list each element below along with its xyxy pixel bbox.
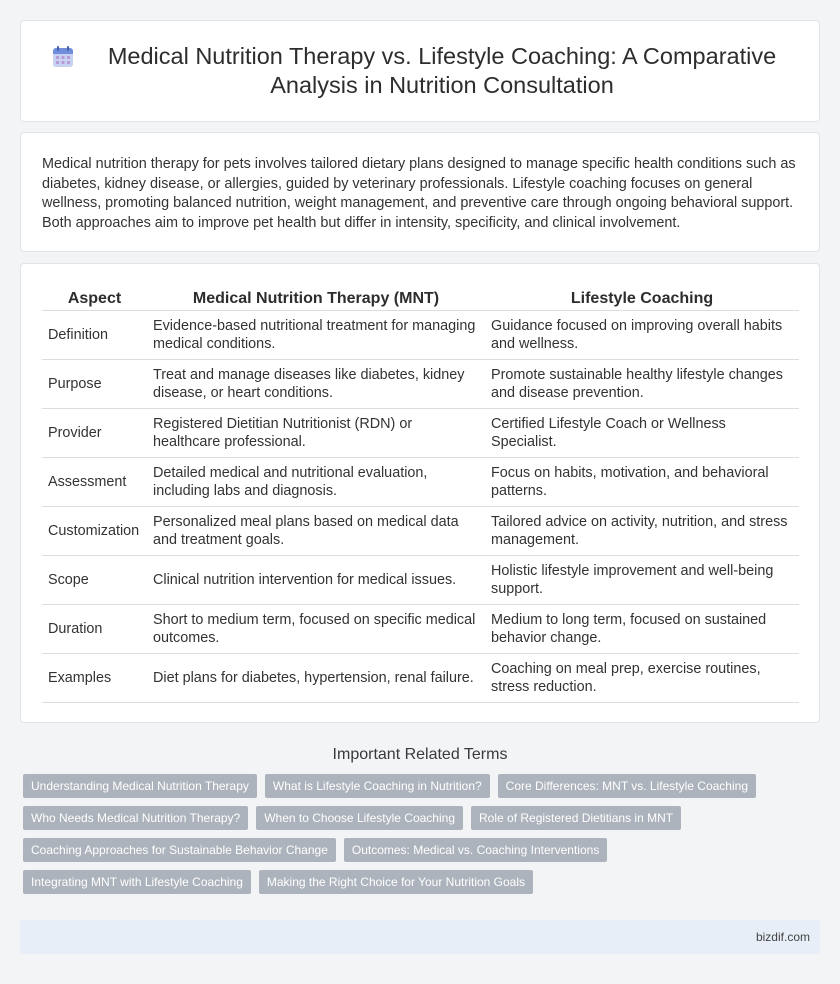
cell-lifestyle: Tailored advice on activity, nutrition, and stress management. [485, 507, 799, 556]
table-row [42, 458, 799, 507]
cell-aspect: Purpose [42, 360, 147, 409]
related-term-tag[interactable]: Coaching Approaches for Sustainable Behavior Change [23, 838, 336, 862]
cell-mnt: Short to medium term, focused on specific medical outcomes. [147, 605, 485, 654]
cell-aspect: Duration [42, 605, 147, 654]
header-inner [51, 42, 789, 100]
cell-mnt: Evidence-based nutritional treatment for managing medical conditions. [147, 311, 485, 360]
tag-row [23, 806, 820, 830]
related-term-tag[interactable]: Role of Registered Dietitians in MNT [471, 806, 681, 830]
related-terms-tags [20, 774, 820, 894]
table-row [42, 360, 799, 409]
table-header-row [42, 286, 799, 311]
calendar-icon [51, 45, 75, 69]
footer-site-link[interactable]: bizdif.com [755, 930, 810, 944]
related-terms-title: Important Related Terms [332, 746, 508, 763]
table-row [42, 409, 799, 458]
cell-mnt: Detailed medical and nutritional evaluation, including labs and diagnosis. [147, 458, 485, 507]
footer [20, 920, 820, 954]
cell-aspect: Examples [42, 654, 147, 703]
related-term-tag[interactable]: What is Lifestyle Coaching in Nutrition? [265, 774, 490, 798]
intro-paragraph: Medical nutrition therapy for pets involves tailored dietary plans designed to manage specific health conditions such as diabetes, kidney disease, or allergies, guided by veterinary professionals. Lifestyle coaching focuses on general wellness, promoting balanced nutrition, weight management, and preventive care through ongoing behavioral support. Both approaches aim to improve pet health but differ in intensity, specificity, and clinical involvement. [42, 156, 796, 231]
tag-row [23, 838, 820, 862]
cell-mnt: Personalized meal plans based on medical data and treatment goals. [147, 507, 485, 556]
cell-lifestyle: Guidance focused on improving overall habits and wellness. [485, 311, 799, 360]
table-row [42, 654, 799, 703]
cell-mnt: Diet plans for diabetes, hypertension, renal failure. [147, 654, 485, 703]
cell-aspect: Definition [42, 311, 147, 360]
header-aspect: Aspect [42, 286, 147, 311]
cell-lifestyle: Holistic lifestyle improvement and well-being support. [485, 556, 799, 605]
table-row [42, 605, 799, 654]
cell-mnt: Treat and manage diseases like diabetes, kidney disease, or heart conditions. [147, 360, 485, 409]
cell-lifestyle: Focus on habits, motivation, and behavioral patterns. [485, 458, 799, 507]
cell-mnt: Clinical nutrition intervention for medical issues. [147, 556, 485, 605]
cell-aspect: Scope [42, 556, 147, 605]
header-lifestyle-coaching: Lifestyle Coaching [485, 286, 799, 311]
cell-lifestyle: Coaching on meal prep, exercise routines, stress reduction. [485, 654, 799, 703]
cell-lifestyle: Medium to long term, focused on sustained behavior change. [485, 605, 799, 654]
related-term-tag[interactable]: Outcomes: Medical vs. Coaching Interventions [344, 838, 607, 862]
related-term-tag[interactable]: Who Needs Medical Nutrition Therapy? [23, 806, 248, 830]
related-term-tag[interactable]: Understanding Medical Nutrition Therapy [23, 774, 257, 798]
table-row [42, 507, 799, 556]
cell-lifestyle: Promote sustainable healthy lifestyle changes and disease prevention. [485, 360, 799, 409]
comparison-table-card [20, 263, 820, 723]
table-row [42, 311, 799, 360]
header-mnt: Medical Nutrition Therapy (MNT) [147, 286, 485, 311]
header-card [20, 20, 820, 122]
tag-row [23, 870, 820, 894]
cell-mnt: Registered Dietitian Nutritionist (RDN) or healthcare professional. [147, 409, 485, 458]
related-term-tag[interactable]: Making the Right Choice for Your Nutrition Goals [259, 870, 533, 894]
cell-aspect: Customization [42, 507, 147, 556]
cell-aspect: Assessment [42, 458, 147, 507]
page-title: Medical Nutrition Therapy vs. Lifestyle Coaching: A Comparative Analysis in Nutrition Consultation [107, 43, 777, 98]
tag-row [23, 774, 820, 798]
related-term-tag[interactable]: Core Differences: MNT vs. Lifestyle Coaching [498, 774, 756, 798]
comparison-table [42, 286, 799, 703]
table-row [42, 556, 799, 605]
related-term-tag[interactable]: When to Choose Lifestyle Coaching [256, 806, 463, 830]
cell-aspect: Provider [42, 409, 147, 458]
cell-lifestyle: Certified Lifestyle Coach or Wellness Specialist. [485, 409, 799, 458]
related-term-tag[interactable]: Integrating MNT with Lifestyle Coaching [23, 870, 251, 894]
intro-card [20, 132, 820, 252]
